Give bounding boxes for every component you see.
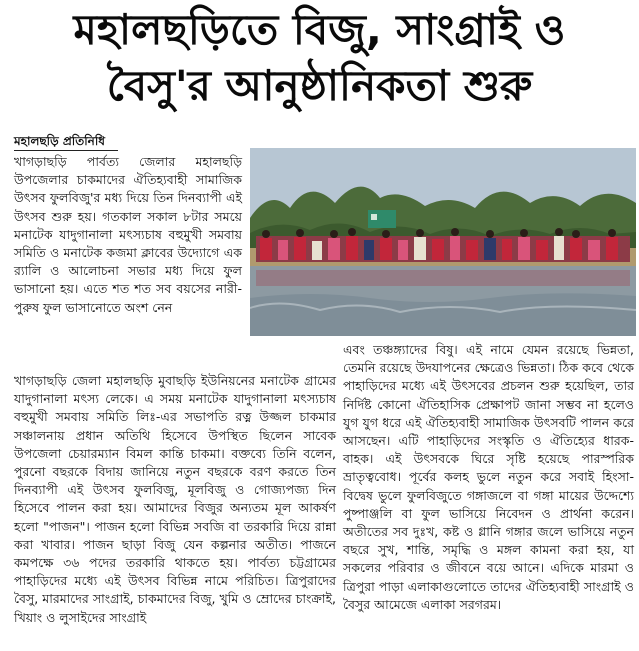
news-photo (250, 148, 636, 336)
article-column-right (343, 341, 634, 614)
article-column-left-top (14, 153, 242, 317)
headline (0, 2, 639, 114)
byline-underline (14, 150, 118, 151)
article-paragraph: খাগড়াছড়ি পার্বত্য জেলার মহালছড়ি উপজেলার চাকমাদের ঐতিহ্যবাহী সামাজিক উৎসব ফুলবিজু'র মধ্য দিয়ে তিন দিনব্যাপী এই উৎসব শুরু হয়। গতকাল সকাল ৮টার সময়ে মনাটেক যাদুগানালা মৎস্যচাষ বহুমুখী সমবায় সমিতি ও মনাটেক কজমা ক্লাবের উদ্যোগে এক র‍্যালি ও আলোচনা সভার মধ্য দিয়ে ফুল ভাসানো হয়। এতে শত শত সব বয়সের নারী-পুরুষ ফুল ভাসানোতে অংশ নেন (14, 154, 242, 315)
headline-line-2: বৈসু'র আনুষ্ঠানিকতা শুরু (106, 61, 533, 110)
article-column-left-bottom (14, 372, 336, 627)
article-paragraph: খাগড়াছড়ি জেলা মহালছড়ি মুবাছড়ি ইউনিয়নের মনাটেক গ্রামের যাদুগানালা মৎস্য লেকে। এ সময় মনাটেক যাদুগানালা মৎস্যচাষ বহুমুখী সমবায় সমিতি লিঃ-এর সভাপতি রত্ন উজ্জল চাকমার সঞ্চালনায় প্রধান অতিথি হিসেবে উপস্থিত ছিলেন সাবেক উপজেলা চেয়ারম্যান বিমল কান্তি চাকমা। বক্তব্যে তিনি বলেন, পুরনো বছরকে বিদায় জানিয়ে নতুন বছরকে বরণ করতে তিন দিনব্যাপী এই উৎসব ফুলবিজু, মূলবিজু ও গোজ্যপজ্য দিন হিসেবে পালন করা হয়। আমাদের বিজুর অন্যতম মূল আকর্ষণ হলো "পাজন"। পাজন হলো বিভিন্ন সবজি বা তরকারি দিয়ে রান্না করা খাবার। পাজন ছাড়া বিজু যেন কল্পনার অতীত। পাজনে কমপক্ষে ৩৬ পদের তরকারি থাকতে হয়। পার্বত্য চট্টগ্রামের পাহাড়িদের মধ্যে এই উৎসব বিভিন্ন নামে পরিচিত। ত্রিপুরাদের বৈসু, মারমাদের সাংগ্রাই, চাকমাদের বিজু, খুমি ও ম্রোদের চাংক্রাই, খিয়াং ও লুসাইদের সাংগ্রাই (14, 373, 336, 625)
article-paragraph: এবং তঞ্চঙ্গ্যাদের বিষু। এই নামে যেমন রয়েছে ভিন্নতা, তেমনি রয়েছে উদযাপনের ক্ষেত্রেও ভিন্নতা। ঠিক কবে থেকে পাহাড়িদের মধ্যে এই উৎসবের প্রচলন শুরু হয়েছিল, তার নির্দিষ্ট কোনো ঐতিহাসিক প্রেক্ষাপট জানা সম্ভব না হলেও যুগ যুগ ধরে এই ঐতিহ্যবাহী সামাজিক উৎসবটি পালন করে আসছেন। এটি পাহাড়িদের সংস্কৃতি ও ঐতিহ্যের ধারক-বাহক। এই উৎসবকে ঘিরে সৃষ্টি হয়েছে পারস্পরিক ভ্রাতৃত্ববোধ। পূর্বের কলহ ভুলে নতুন করে সবাই হিংসা-বিদ্বেষ ভুলে ফুলবিজুতে গঙ্গাজলে বা গঙ্গা মায়ের উদ্দেশ্যে পুষ্পাঞ্জলি বা ফুল ভাসিয়ে নিবেদন ও প্রার্থনা করেন। অতীতের সব দুঃখ, কষ্ট ও গ্লানি গঙ্গার জলে ভাসিয়ে নতুন বছরে সুখ, শান্তি, সমৃদ্ধি ও মঙ্গল কামনা করা হয়, যা সকলের পরিবার ও জীবনে বয়ে আনে। এদিকে মারমা ও ত্রিপুরা পাড়া এলাকাগুলোতে তাদের ঐতিহ্যবাহী সাংগ্রাই ও বৈসুর আমেজে এলাকা সরগরম। (343, 342, 634, 612)
photo-illustration (250, 148, 636, 336)
headline-line-1: মহালছড়িতে বিজু, সাংগ্রাই ও (73, 5, 566, 54)
byline: মহালছড়ি প্রতিনিধি (14, 134, 105, 148)
